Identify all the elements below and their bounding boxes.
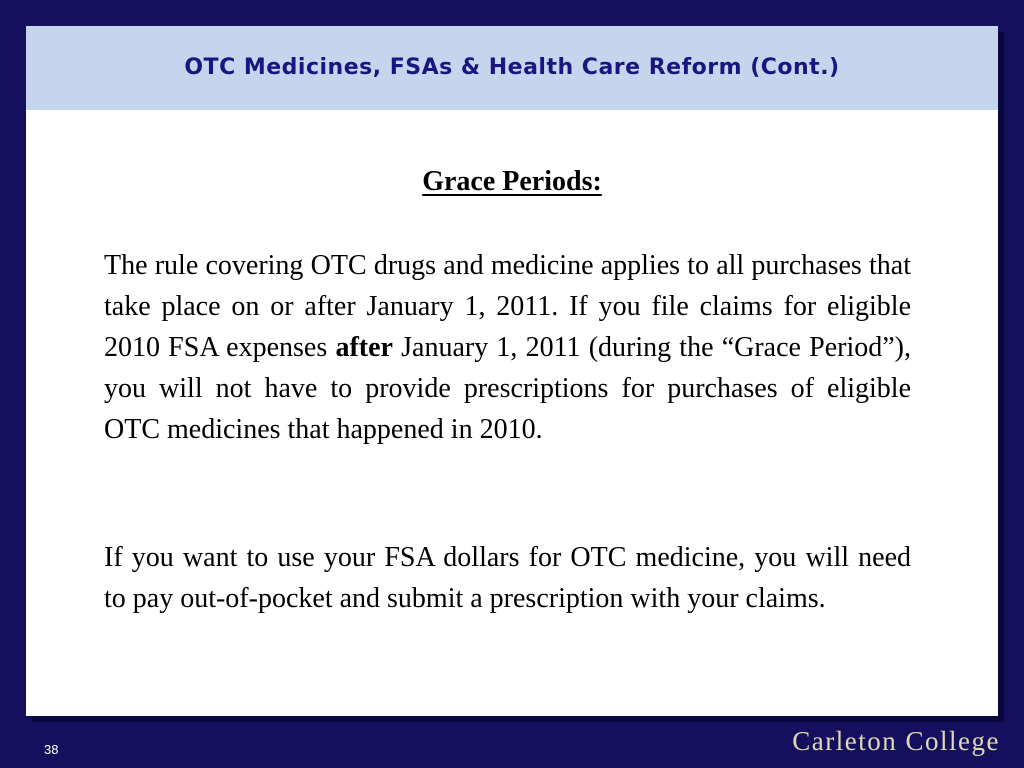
emphasis-after: after (335, 332, 393, 363)
slide-title: OTC Medicines, FSAs & Health Care Reform (Cont.) (184, 54, 840, 80)
carleton-college-logo: Carleton College (792, 726, 1000, 756)
paragraph-prescription-requirement: If you want to use your FSA dollars for OTC medicine, you will need to pay out-of-pocket and submit a prescription with your claims. (104, 542, 911, 614)
paragraph-text: The rule covering OTC drugs and medicine applies to all purchases that take place on or after January 1, 2011. If you file claims for eligible 2010 FSA expenses (104, 250, 911, 363)
paragraph-text: January 1, 2011 (during the “Grace Period”), you will not have to provide prescriptions for purchases of eligible OTC medicines that happened in 2010. (104, 332, 911, 445)
slide-content-panel (26, 26, 998, 716)
paragraph-grace-period-rule (104, 245, 911, 450)
page-number: 38 (44, 742, 59, 757)
section-heading: Grace Periods: (422, 166, 602, 197)
title-bar (26, 26, 998, 110)
